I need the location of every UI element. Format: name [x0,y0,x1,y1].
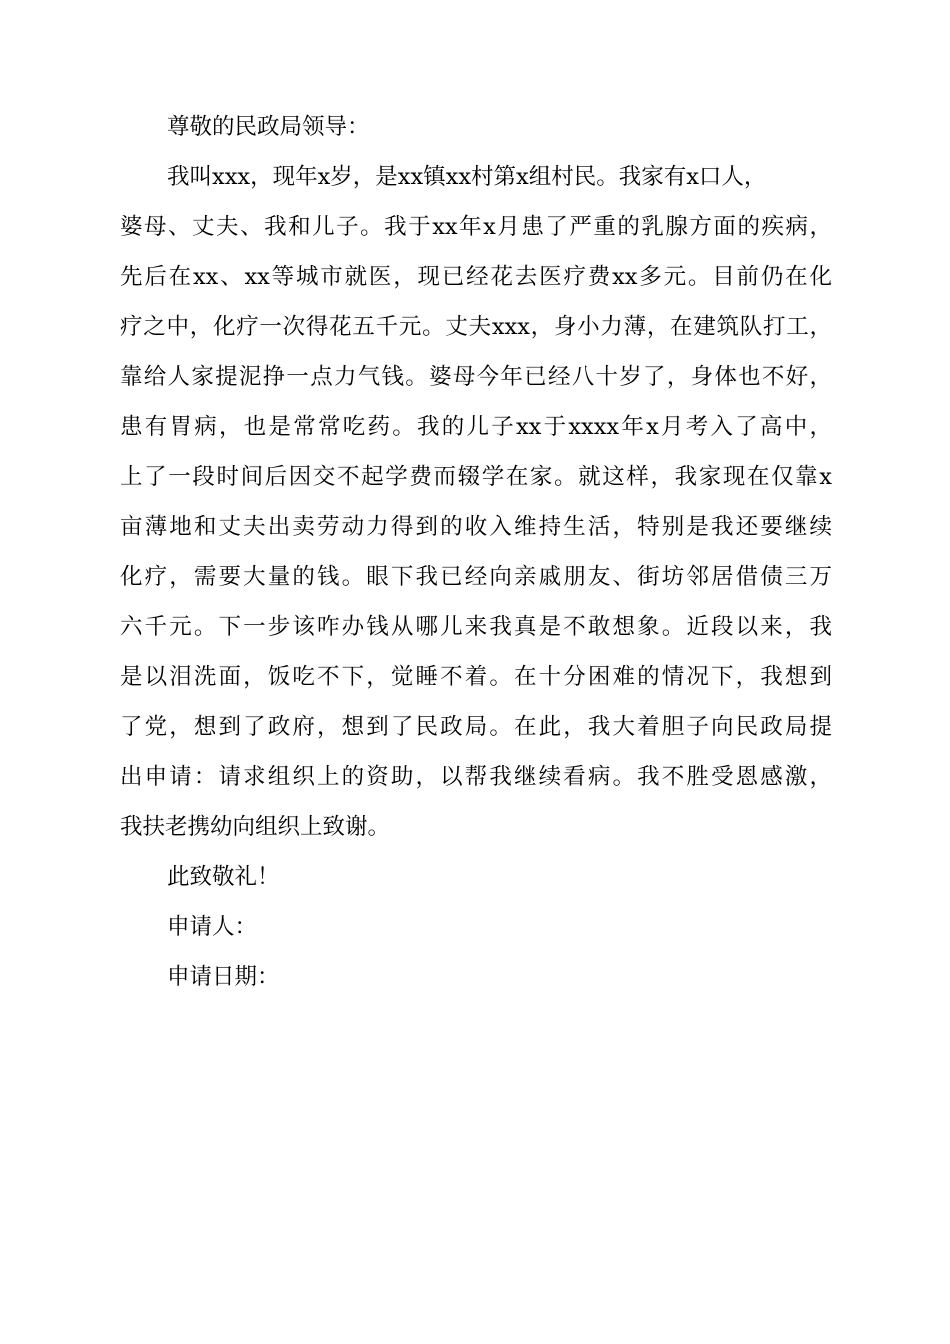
body-line: 上了一段时间后因交不起学费而辍学在家。就这样，我家现在仅靠x [120,464,832,490]
body-line: 我叫xxx，现年x岁，是xx镇xx村第x组村民。我家有x口人， [167,164,767,190]
date-label: 申请日期： [167,964,280,990]
body-line: 亩薄地和丈夫出卖劳动力得到的收入维持生活，特别是我还要继续 [120,514,832,540]
body-line: 靠给人家提泥挣一点力气钱。婆母今年已经八十岁了，身体也不好， [120,364,832,390]
applicant-label: 申请人： [167,914,258,940]
body-line: 了党，想到了政府，想到了民政局。在此，我大着胆子向民政局提 [120,714,832,740]
body-line: 出申请：请求组织上的资助，以帮我继续看病。我不胜受恩感激， [120,764,832,790]
closing: 此致敬礼！ [167,864,280,890]
body-line: 婆母、丈夫、我和儿子。我于xx年x月患了严重的乳腺方面的疾病， [120,214,832,240]
body-line: 化疗，需要大量的钱。眼下我已经向亲戚朋友、街坊邻居借债三万 [120,564,832,590]
body-line: 先后在xx、xx等城市就医，现已经花去医疗费xx多元。目前仍在化 [120,264,832,290]
body-line: 疗之中，化疗一次得花五千元。丈夫xxx，身小力薄，在建筑队打工， [120,314,832,340]
body-line: 我扶老携幼向组织上致谢。 [120,814,391,840]
body-line: 是以泪洗面，饭吃不下，觉睡不着。在十分困难的情况下，我想到 [120,664,832,690]
body-line: 六千元。下一步该咋办钱从哪儿来我真是不敢想象。近段以来，我 [120,614,832,640]
body-line: 患有胃病，也是常常吃药。我的儿子xx于xxxx年x月考入了高中， [120,414,832,440]
salutation: 尊敬的民政局领导： [167,114,370,140]
